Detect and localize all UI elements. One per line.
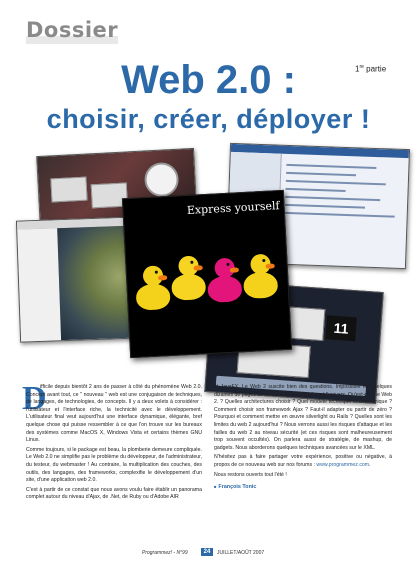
part-label: 1re partie — [355, 64, 387, 74]
app-side-panel — [17, 228, 62, 341]
article-column-left — [26, 384, 202, 504]
photo-rubber-ducks — [122, 190, 292, 358]
article-paragraph: C'est à partir de ce constat que nous avons voulu faire établir un panorama complet autour du niveau d'Ajax, de .Net, de Ruby ou d'Adobe AIR — [26, 486, 202, 501]
clock-widget-icon — [144, 162, 180, 198]
magazine-name: Programmez! - N°99 — [142, 550, 188, 556]
article-paragraph: N'hésitez pas à faire partager votre expérience, positive ou négative, à propos de ce nouveau web sur nos forums : www.programmez.com. — [214, 454, 392, 468]
headline-subtitle: choisir, créer, déployer ! — [46, 104, 371, 134]
code-line — [286, 180, 386, 185]
window-thumbnail — [50, 177, 87, 203]
author-byline: ■ François Tonic — [214, 483, 392, 492]
page-footer — [0, 547, 417, 559]
page-number: 24 — [201, 548, 213, 556]
issue-date: JUILLET/AOÛT 2007 — [217, 550, 265, 556]
headline-title: Web 2.0 : — [121, 58, 296, 102]
article-paragraph: ifficile depuis bientôt 2 ans de passer à côté du phénomène Web 2.0. Concept avant tout, ce " nouveau " web est une conjugaison de techniques, de langages, de technologies, de concepts. Il y a deux volets à considérer : l'utilisateur et l'interface riche, la technicité avec le développement. L'utilisateur final veut aujourd'hui une interface dynamique, élégante, bref quelque chose qui puisse ressembler à ce que l'on trouve sur les bureaux des systèmes comme MacOS X, Windows Vista et certains thèmes GNU Linux. — [26, 384, 202, 444]
article-paragraph: Comme toujours, si le package est beau, la plomberie demeure compliquée. Le Web 2.0 ne simplifie pas le problème du développeur, de l'administrateur, du testeur, du webmaster ! Au contraire, la multiplication des couches, des outils, des langages, des frameworks, complexifie le développement d'un site, d'une application web 2.0. — [26, 446, 202, 484]
calendar-widget: 11 — [325, 315, 357, 341]
code-line — [285, 196, 380, 201]
code-line — [286, 188, 346, 192]
forum-link[interactable]: www.programmez.com — [316, 461, 370, 468]
photo-banner-text: Express yourself — [186, 199, 280, 217]
article-column-right — [214, 384, 392, 492]
code-line — [285, 212, 395, 218]
article-paragraph: et JavaFX. Le Web 2 suscite bien des questions. Impossible en quelques dizaines de pages de survoler l'ensemble de cet l'univers. Qu'est-ce que Web 2. ? Quelles architectures choisir ? Quel modèle technique et économique ? Comment choisir son framework Ajax ? Faut-il adapter ou partir de zéro ? Pourquoi et comment mettre en œuvre silverlight ou Rails ? Quelles sont les limites du web 2 aujourd'hui ? Nous verrons aussi les risques d'attaque et les failles du web 2 au niveau sécurité (et ces risques sont malheureusement trop souvent occultés). On parlera aussi de stratégie, de mashup, de gadgets. Nous aborderons quelques techniques avancées sur le XML. — [214, 384, 392, 451]
drop-cap: D — [22, 380, 47, 417]
code-line — [286, 172, 356, 176]
article-paragraph: Nous restons ouverts tout l'été ! — [214, 471, 287, 478]
screenshot-collage — [0, 140, 417, 376]
code-line — [285, 204, 365, 209]
code-line — [286, 164, 376, 169]
section-rubric: Dossier — [26, 18, 119, 42]
